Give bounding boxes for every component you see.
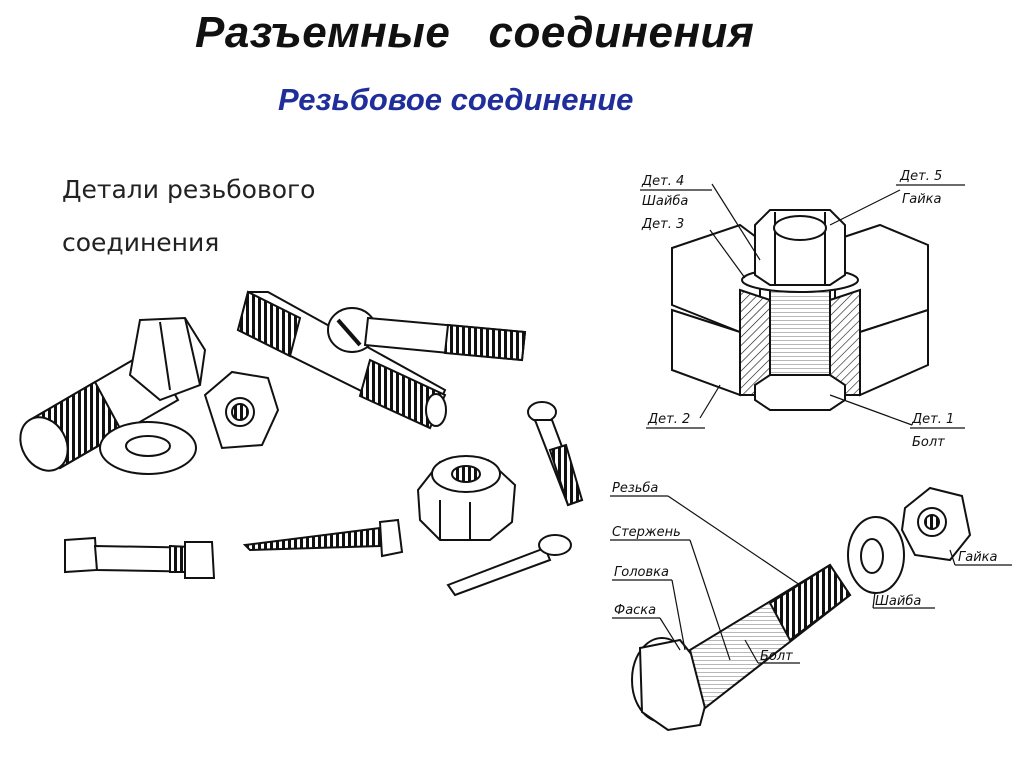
caption-line-1: Детали резьбового [62, 175, 316, 204]
page-title: Разъемные соединения [195, 8, 755, 57]
label-det4: Дет. 4 [642, 174, 685, 189]
page-subtitle: Резьбовое соединение [278, 82, 634, 117]
assembly-drawing [640, 184, 965, 428]
small-bolt-drawing [65, 538, 214, 578]
caption-line-2: соединения [62, 228, 220, 257]
label-det1: Дет. 1 [912, 412, 955, 427]
label-shaiba-assembly: Шайба [642, 194, 689, 209]
hex-nut-drawing [205, 372, 278, 448]
label-shaiba: Шайба [875, 594, 922, 609]
label-golovka: Головка [614, 565, 669, 580]
washer-drawing [100, 422, 196, 474]
wood-screw-drawing [245, 520, 402, 556]
label-det5: Дет. 5 [900, 169, 943, 184]
small-screw-drawing [528, 402, 582, 505]
label-det2: Дет. 2 [648, 412, 691, 427]
label-gaika-assembly: Гайка [902, 192, 942, 207]
label-sterzhen: Стержень [612, 525, 681, 540]
label-faska: Фаска [614, 603, 657, 618]
label-rezba: Резьба [612, 481, 659, 496]
label-det3: Дет. 3 [642, 217, 685, 232]
label-bolt: Болт [760, 649, 793, 664]
slotted-screw-drawing [328, 308, 525, 360]
cotter-pin-drawing [448, 535, 571, 595]
castle-nut-drawing [418, 456, 515, 540]
label-gaika: Гайка [958, 550, 998, 565]
label-bolt-assembly: Болт [912, 435, 945, 450]
